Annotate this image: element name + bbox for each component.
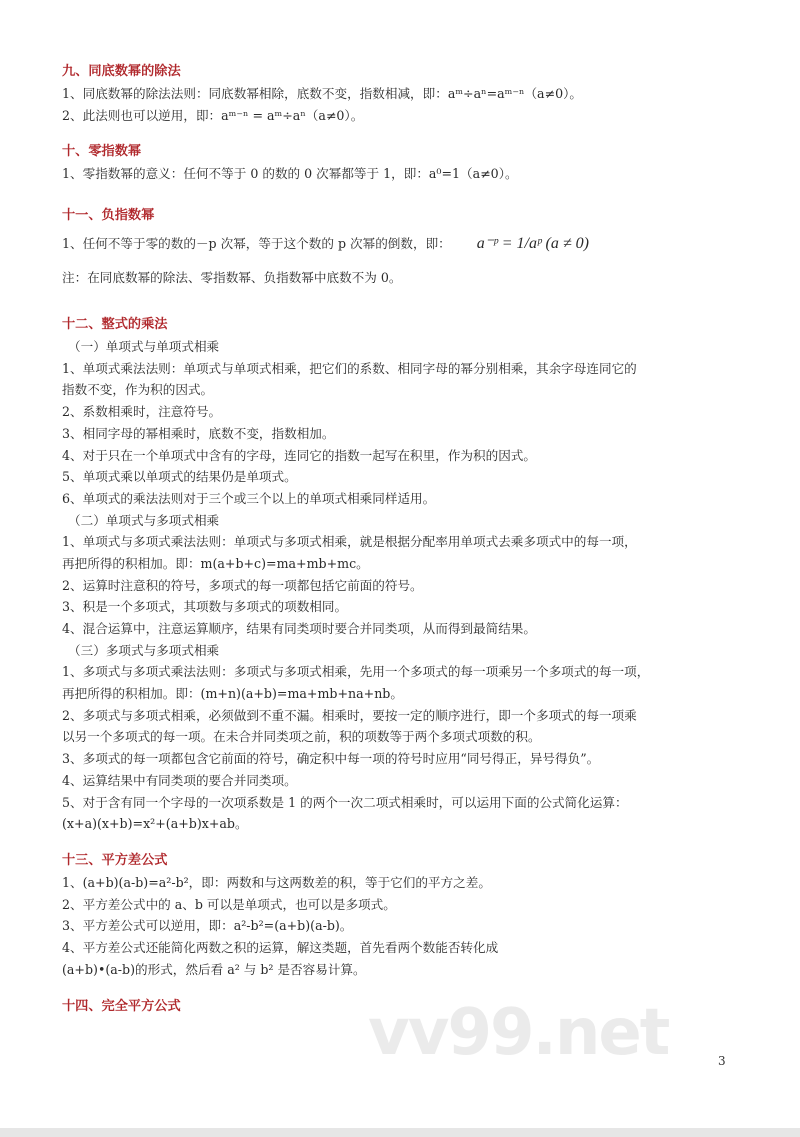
line-text: 4、对于只在一个单项式中含有的字母，连同它的指数一起写在积里，作为积的因式。 [62, 447, 536, 463]
watermark: vv99.net [368, 996, 669, 1070]
subsection-heading [62, 640, 742, 662]
section [62, 205, 742, 295]
section-heading: 十、零指数幂 [62, 144, 142, 160]
text-line [62, 261, 742, 295]
text-line [62, 596, 742, 618]
line-text: 2、平方差公式中的 a、b 可以是单项式，也可以是多项式。 [62, 896, 396, 912]
line-text: 1、(a+b)(a-b)=a²-b²，即：两数和与这两数差的积，等于它们的平方之差。 [62, 874, 491, 890]
text-line [62, 575, 742, 597]
section-heading: 十四、完全平方公式 [62, 999, 181, 1015]
section [62, 141, 742, 185]
line-text: 再把所得的积相加。即：(m+n)(a+b)=ma+mb+na+nb。 [62, 686, 403, 702]
text-line [62, 894, 742, 916]
text-line [62, 705, 742, 727]
line-text: 4、平方差公式还能简化两数之积的运算，解这类题，首先看两个数能否转化成 [62, 939, 499, 955]
text-line [62, 531, 742, 553]
section [62, 850, 742, 980]
line-text: 以另一个多项式的每一项。在未合并同类项之前，积的项数等于两个多项式项数的积。 [62, 729, 541, 745]
line-text: （三）多项式与多项式相乘 [68, 642, 220, 658]
line-text: 6、单项式的乘法法则对于三个或三个以上的单项式相乘同样适用。 [62, 490, 436, 506]
line-text: 1、多项式与多项式乘法法则：多项式与多项式相乘，先用一个多项式的每一项乘另一个多项式的每一项， [62, 664, 650, 680]
line-text: 3、多项式的每一项都包含它前面的符号，确定积中每一项的符号时应用“同号得正，异号得负”。 [62, 751, 600, 767]
text-line [62, 937, 742, 959]
text-line [62, 379, 742, 401]
section-heading: 九、同底数幂的除法 [62, 64, 181, 79]
text-line [62, 488, 742, 510]
text-line [62, 726, 742, 748]
text-line [62, 792, 742, 814]
text-line [62, 83, 742, 105]
line-text: (a+b)•(a-b)的形式，然后看 a² 与 b² 是否容易计算。 [62, 961, 366, 977]
text-line [62, 872, 742, 894]
line-text: 2、系数相乘时，注意符号。 [62, 404, 222, 420]
text-line [62, 553, 742, 575]
section [62, 314, 742, 835]
text-line [62, 445, 742, 467]
page-number: 3 [718, 1054, 726, 1068]
text-line [62, 618, 742, 640]
line-text: （二）单项式与多项式相乘 [68, 512, 220, 528]
line-text: 2、多项式与多项式相乘，必须做到不重不漏。相乘时，要按一定的顺序进行，即一个多项式的每一项乘 [62, 707, 637, 723]
line-text: 1、零指数幂的意义：任何不等于 0 的数的 0 次幂都等于 1，即：a⁰=1（a≠0）。 [62, 166, 518, 182]
line-text: 1、单项式乘法法则：单项式与单项式相乘，把它们的系数、相同字母的幂分别相乘，其余字母连同它的 [62, 360, 637, 376]
text-line [62, 227, 742, 261]
section [62, 61, 742, 126]
line-text: 5、对于含有同一个字母的一次项系数是 1 的两个一次二项式相乘时，可以运用下面的公式简化运算： [62, 794, 628, 810]
line-text: 1、同底数幂的除法法则：同底数幂相除，底数不变，指数相减，即：aᵐ÷aⁿ=aᵐ⁻ⁿ（a≠0）。 [62, 86, 582, 101]
text-line [62, 959, 742, 981]
line-text: 指数不变，作为积的因式。 [62, 382, 214, 398]
line-text: 4、混合运算中，注意运算顺序，结果有同类项时要合并同类项，从而得到最简结果。 [62, 621, 536, 636]
line-text: 5、单项式乘以单项式的结果仍是单项式。 [62, 469, 297, 485]
section-heading: 十二、整式的乘法 [62, 317, 168, 333]
line-text: 3、积是一个多项式，其项数与多项式的项数相同。 [62, 599, 348, 615]
subsection-heading [62, 336, 742, 358]
document-body [62, 61, 742, 1018]
text-line [62, 661, 742, 683]
line-text: 2、运算时注意积的符号，多项式的每一项都包括它前面的符号。 [62, 577, 423, 593]
text-line [62, 915, 742, 937]
section-heading: 十一、负指数幂 [62, 208, 155, 224]
subsection-heading [62, 510, 742, 532]
text-line [62, 770, 742, 792]
text-line [62, 466, 742, 488]
math-formula: a⁻ᵖ = 1/aᵖ (a ≠ 0) [476, 235, 589, 253]
line-text: 注：在同底数幂的除法、零指数幂、负指数幂中底数不为 0。 [62, 270, 402, 286]
text-line [62, 813, 742, 835]
line-text: 2、此法则也可以逆用，即：aᵐ⁻ⁿ = aᵐ÷aⁿ（a≠0）。 [62, 107, 364, 123]
text-line [62, 163, 742, 185]
line-text: （一）单项式与单项式相乘 [68, 339, 220, 355]
text-line [62, 358, 742, 380]
text-line [62, 423, 742, 445]
text-line [62, 683, 742, 705]
text-line [62, 105, 742, 127]
line-text: 1、单项式与多项式乘法法则：单项式与多项式相乘，就是根据分配率用单项式去乘多项式中的每一项， [62, 534, 637, 550]
page-bottom-edge [0, 1128, 800, 1137]
line-text: 1、任何不等于零的数的－p 次幂，等于这个数的 p 次幂的倒数，即： [62, 236, 451, 252]
line-text: 4、运算结果中有同类项的要合并同类项。 [62, 772, 297, 788]
text-line [62, 401, 742, 423]
section-heading: 十三、平方差公式 [62, 852, 168, 868]
text-line [62, 748, 742, 770]
line-text: 3、平方差公式可以逆用，即：a²-b²=(a+b)(a-b)。 [62, 918, 353, 934]
line-text: (x+a)(x+b)=x²+(a+b)x+ab。 [62, 816, 248, 832]
line-text: 3、相同字母的幂相乘时，底数不变，指数相加。 [62, 425, 335, 441]
line-text: 再把所得的积相加。即：m(a+b+c)=ma+mb+mc。 [62, 555, 369, 571]
